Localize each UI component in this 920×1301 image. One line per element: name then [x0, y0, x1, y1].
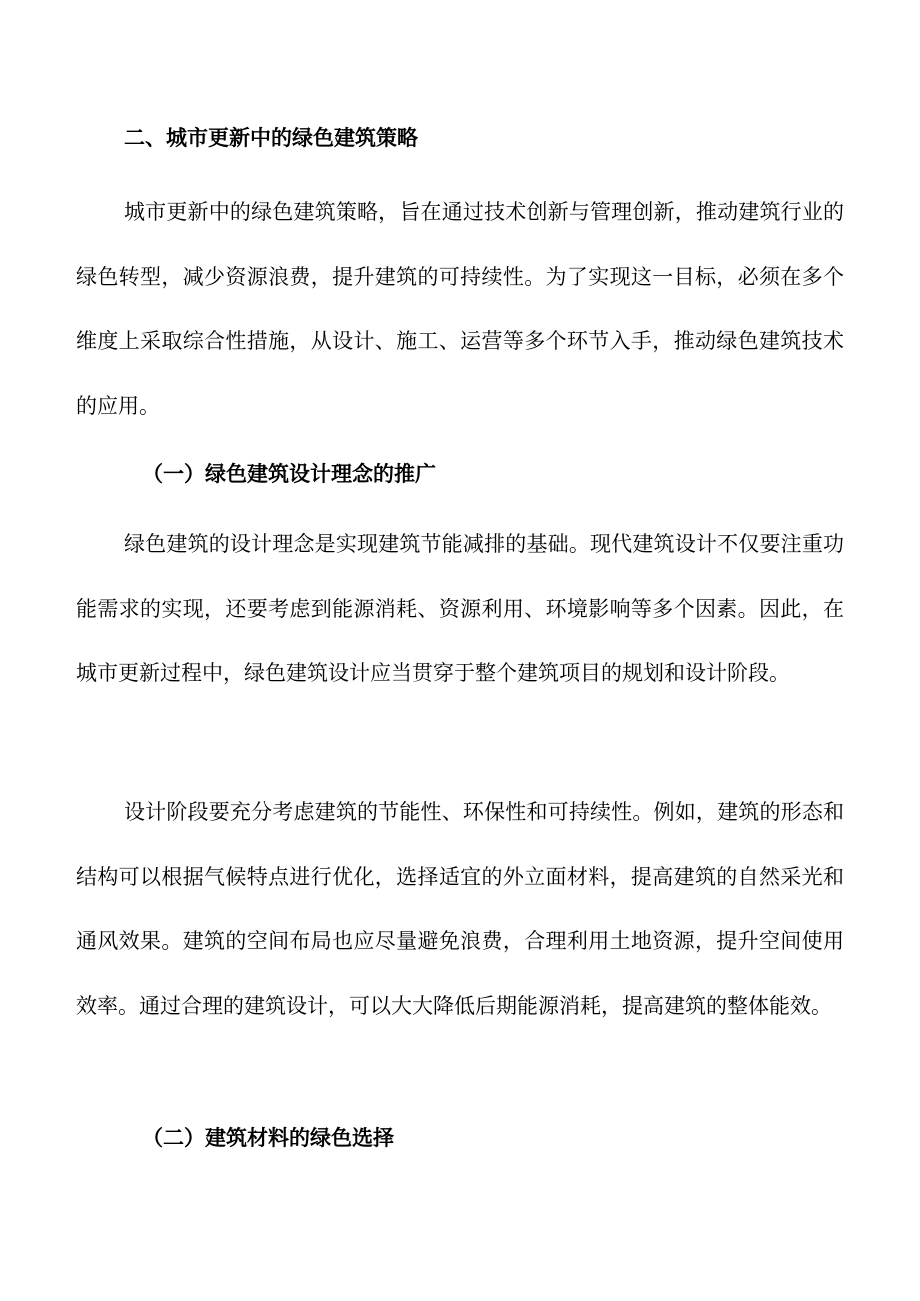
design-paragraph-1: 绿色建筑的设计理念是实现建筑节能减排的基础。现代建筑设计不仅要注重功能需求的实现，还要考虑到能源消耗、资源利用、环境影响等多个因素。因此，在城市更新过程中，绿色建筑设计应当贯穿于整个建筑项目的规划和设计阶段。	[76, 532, 844, 685]
subsection-title-design: （一）绿色建筑设计理念的推广	[142, 461, 436, 486]
subsection-title-materials: （二）建筑材料的绿色选择	[142, 1125, 394, 1150]
intro-paragraph: 城市更新中的绿色建筑策略，旨在通过技术创新与管理创新，推动建筑行业的绿色转型，减少资源浪费，提升建筑的可持续性。为了实现这一目标，必须在多个维度上采取综合性措施，从设计、施工、运营等多个环节入手，推动绿色建筑技术的应用。	[76, 200, 844, 418]
design-paragraph-2: 设计阶段要充分考虑建筑的节能性、环保性和可持续性。例如，建筑的形态和结构可以根据气候特点进行优化，选择适宜的外立面材料，提高建筑的自然采光和通风效果。建筑的空间布局也应尽量避免浪费，合理利用土地资源，提升空间使用效率。通过合理的建筑设计，可以大大降低后期能源消耗，提高建筑的整体能效。	[76, 800, 844, 1018]
section-title: 二、城市更新中的绿色建筑策略	[124, 125, 418, 150]
